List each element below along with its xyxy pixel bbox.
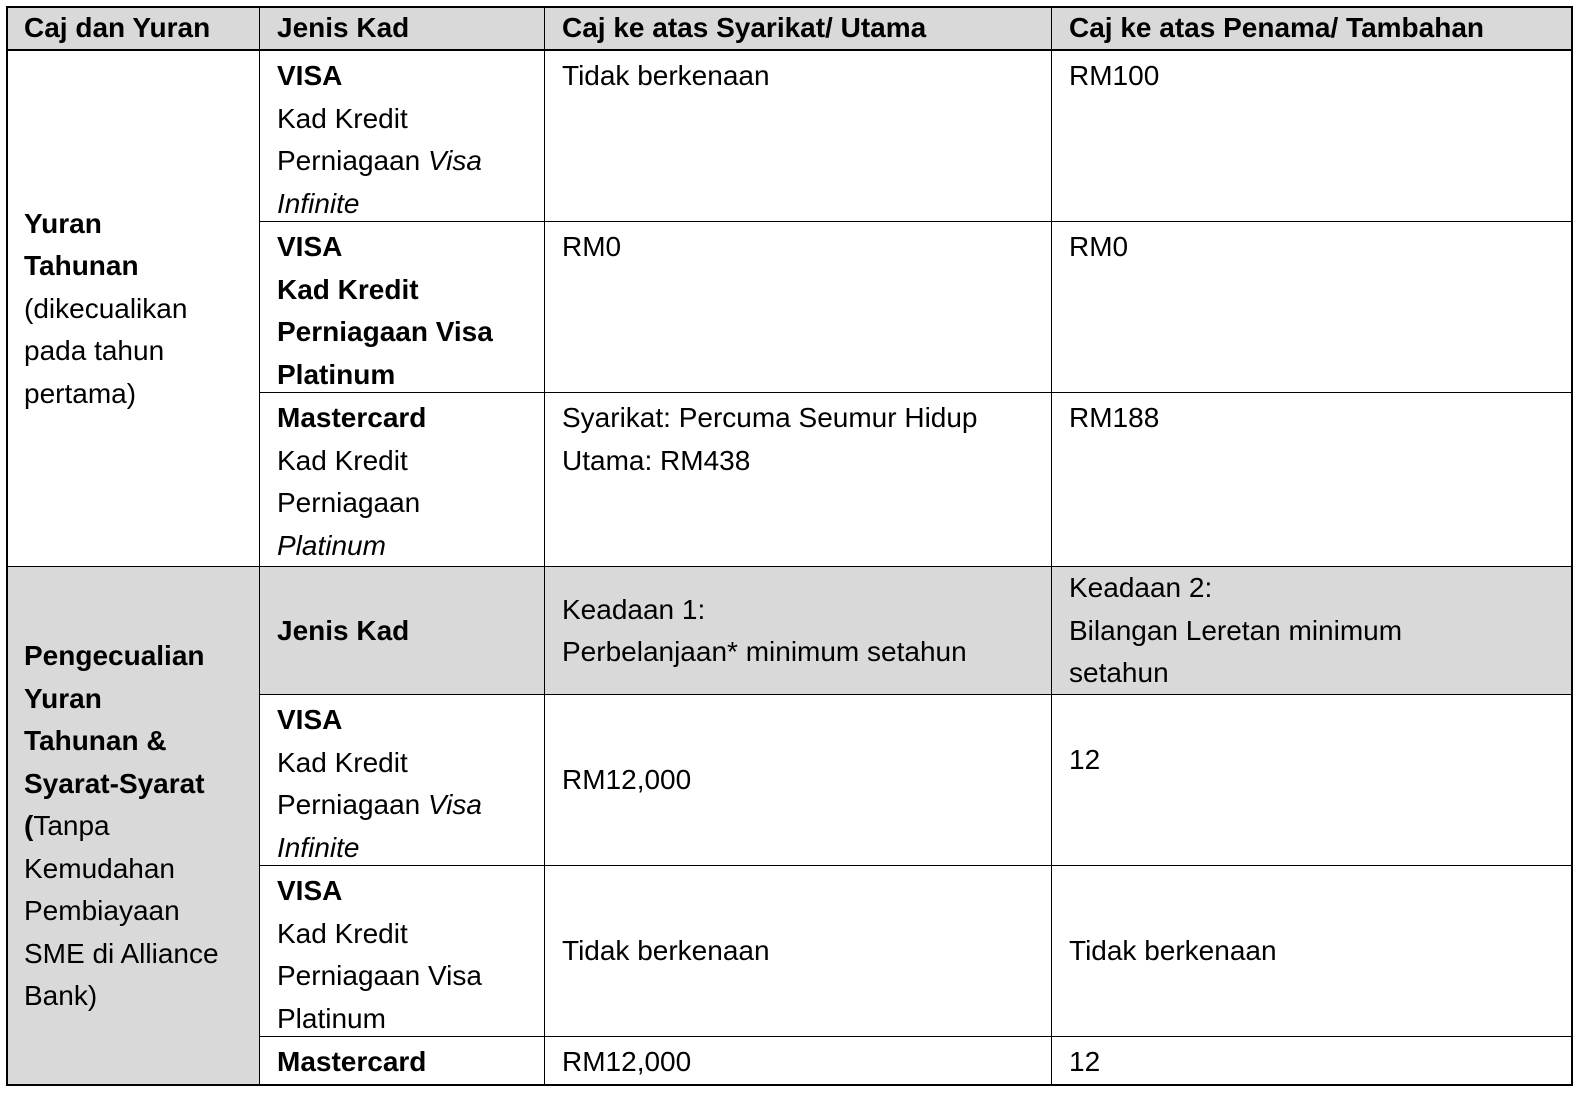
waiver-label-bold: Pengecualian	[24, 640, 205, 672]
condition-2-value: 12	[1069, 744, 1101, 775]
column-divider	[544, 6, 545, 1086]
card-type-cell	[260, 222, 545, 393]
condition-1-value: Tidak berkenaan	[562, 935, 770, 967]
row-divider	[6, 566, 1573, 567]
waiver-subheader-row	[0, 567, 1579, 695]
card-name-italic: Visa	[428, 789, 482, 820]
card-name-line: Platinum	[277, 358, 396, 390]
waiver-row-visa-infinite	[0, 695, 1579, 866]
card-brand: VISA	[277, 704, 343, 735]
waiver-label-bold: Tahunan &	[24, 725, 167, 757]
header-charges-fees: Caj dan Yuran	[24, 11, 211, 43]
header-card-type: Jenis Kad	[277, 11, 410, 43]
supplementary-fee-cell: RM188	[1069, 402, 1160, 433]
company-fee-cell: RM0	[562, 231, 622, 262]
waiver-label-note: Bank)	[24, 980, 98, 1012]
annual-fee-label-bold-2: Tahunan	[24, 250, 139, 282]
waiver-label-bold: (	[24, 810, 34, 842]
card-name-line: Kad Kredit	[277, 273, 419, 305]
header-row	[0, 7, 1579, 49]
card-name-italic: Platinum	[277, 529, 386, 561]
waiver-label-note: Kemudahan	[24, 852, 176, 884]
condition-2-desc: setahun	[1069, 657, 1169, 689]
card-brand: Mastercard	[277, 1046, 427, 1077]
condition-1-value: RM12,000	[562, 1046, 692, 1077]
card-type-cell	[260, 866, 545, 1037]
waiver-label-note: SME di Alliance	[24, 937, 219, 969]
card-brand: VISA	[277, 60, 343, 91]
row-divider	[260, 392, 1573, 393]
annual-fee-note-2: pada tahun	[24, 335, 165, 367]
company-fee-cell: Tidak berkenaan	[562, 60, 770, 91]
subheader-card-type: Jenis Kad	[277, 614, 410, 646]
supplementary-fee-cell: RM100	[1069, 60, 1160, 91]
card-type-cell	[260, 695, 545, 866]
card-name-text: Perniagaan	[277, 789, 429, 820]
header-supplementary-charge: Caj ke atas Penama/ Tambahan	[1069, 11, 1484, 43]
row-divider	[6, 49, 1573, 51]
subheader-condition-2	[1052, 567, 1572, 695]
table-border-left	[6, 6, 8, 1086]
card-name-italic: Infinite	[277, 187, 360, 219]
table-border-right	[1571, 6, 1573, 1086]
card-name-line	[277, 140, 535, 183]
card-name-text: Perniagaan	[277, 145, 429, 176]
row-divider	[260, 1036, 1573, 1037]
condition-2-value: 12	[1069, 1046, 1101, 1077]
header-company-charge: Caj ke atas Syarikat/ Utama	[562, 11, 927, 43]
annual-fee-note-3: pertama)	[24, 377, 137, 409]
subheader-condition-1	[545, 567, 1052, 695]
condition-2-desc: Bilangan Leretan minimum	[1069, 614, 1403, 646]
row-divider	[260, 221, 1573, 222]
card-name-line: Perniagaan	[277, 487, 421, 518]
card-name-line: Perniagaan Visa	[277, 316, 493, 347]
column-divider	[259, 6, 260, 1086]
card-name-line: Kad Kredit	[277, 917, 408, 949]
condition-2-value: Tidak berkenaan	[1069, 935, 1277, 967]
card-name-italic: Visa	[428, 145, 482, 176]
card-name-line: Perniagaan Visa	[277, 960, 482, 991]
card-type-cell	[260, 51, 545, 222]
waiver-label-bold: Syarat-Syarat	[24, 767, 205, 799]
annual-fee-row-mastercard	[0, 393, 1579, 567]
company-fee-line: Syarikat: Percuma Seumur Hidup	[562, 402, 978, 433]
annual-fee-note-1: (dikecualikan	[24, 292, 188, 324]
table-border-top	[6, 6, 1573, 8]
supplementary-fee-cell: RM0	[1069, 231, 1129, 262]
card-brand: Mastercard	[277, 402, 427, 433]
waiver-row-mastercard	[0, 1037, 1579, 1086]
condition-1-desc: Perbelanjaan* minimum setahun	[562, 636, 967, 667]
column-divider	[1051, 6, 1052, 1086]
company-fee-cell	[545, 393, 1052, 567]
table-border-bottom	[6, 1084, 1573, 1086]
annual-fee-row-visa-infinite	[0, 51, 1579, 222]
annual-fee-label-bold-1: Yuran	[24, 207, 102, 239]
condition-2-title: Keadaan 2:	[1069, 572, 1213, 604]
waiver-label-note: Pembiayaan	[24, 895, 180, 927]
condition-1-value: RM12,000	[562, 764, 692, 796]
card-name-line: Kad Kredit	[277, 102, 408, 134]
waiver-row-visa-platinum	[0, 866, 1579, 1037]
annual-fee-row-visa-platinum	[0, 222, 1579, 393]
card-name-line: Kad Kredit	[277, 746, 408, 778]
condition-1-title: Keadaan 1:	[562, 593, 706, 625]
card-name-line: Kad Kredit	[277, 444, 408, 476]
row-divider	[260, 865, 1573, 866]
card-name-line: Platinum	[277, 1002, 386, 1034]
row-divider	[260, 694, 1573, 695]
waiver-label-bold: Yuran	[24, 682, 102, 714]
card-brand: VISA	[277, 231, 343, 262]
company-fee-line: Utama: RM438	[562, 444, 751, 476]
card-brand: VISA	[277, 875, 343, 906]
card-name-italic: Infinite	[277, 831, 360, 863]
card-type-cell	[260, 393, 545, 567]
waiver-label-note: Tanpa	[33, 810, 110, 842]
